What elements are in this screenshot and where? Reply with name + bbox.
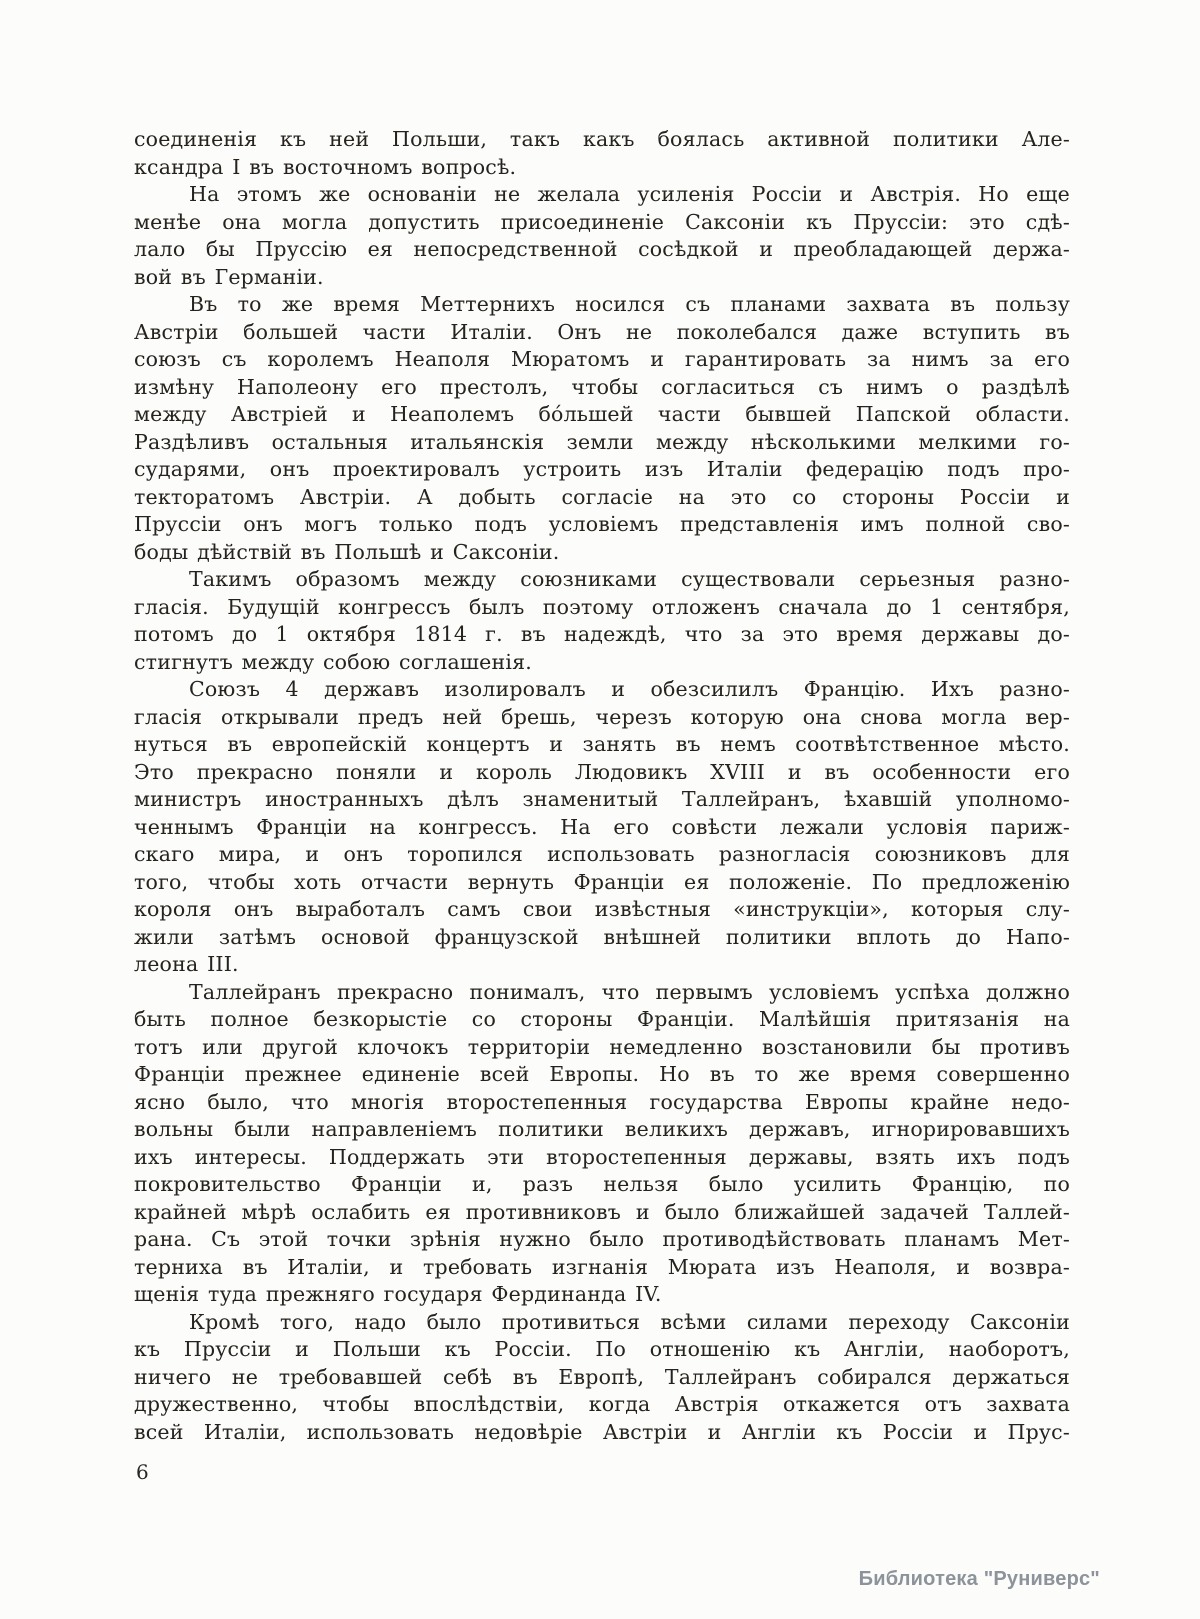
- text-line: терниха въ Италіи, и требовать изгнанія Мюрата изъ Неаполя, и возвра-: [134, 1254, 1070, 1279]
- text-line: всей Италіи, использовать недовѣріе Австріи и Англіи къ Россіи и Прус-: [134, 1419, 1070, 1444]
- text-line: Союзъ 4 державъ изолировалъ и обезсилилъ Францію. Ихъ разно-: [189, 677, 1070, 701]
- text-line: лало бы Пруссію ея непосредственной сосѣдкой и преобладающей держа-: [134, 237, 1070, 261]
- text-line: Таллейранъ прекрасно понималъ, что первымъ условіемъ успѣха должно: [189, 979, 1070, 1004]
- text-line: Такимъ образомъ между союзниками существовали серьезныя разно-: [189, 567, 1070, 591]
- text-line: ксандра I въ восточномъ вопросѣ.: [134, 154, 517, 179]
- text-line: соединенія къ ней Польши, такъ какъ боялась активной политики Але-: [134, 127, 1070, 151]
- library-watermark: Библиотека "Руниверс": [858, 1568, 1100, 1590]
- text-line: ясно было, что многія второстепенныя государства Европы крайне недо-: [134, 1089, 1070, 1114]
- text-line: текторатомъ Австріи. А добыть согласіе на это со стороны Россіи и: [134, 484, 1070, 509]
- text-line: ничего не требовавшей себѣ въ Европѣ, Таллейранъ собирался держаться: [134, 1364, 1070, 1389]
- text-column: [134, 126, 1070, 1446]
- text-line: менѣе она могла допустить присоединеніе Саксоніи къ Пруссіи: это сдѣ-: [134, 209, 1070, 234]
- text-line: нуться въ европейскій концертъ и занять въ немъ соотвѣтственное мѣсто.: [134, 732, 1070, 756]
- text-line: крайней мѣрѣ ослабить ея противниковъ и было ближайшей задачей Таллей-: [134, 1199, 1070, 1224]
- text-line: ихъ интересы. Поддержать эти второстепенныя державы, взять ихъ подъ: [134, 1144, 1070, 1169]
- text-line: гласія открывали предъ ней брешь, черезъ которую она снова могла вер-: [134, 704, 1070, 729]
- text-line: рана. Съ этой точки зрѣнія нужно было противодѣйствовать планамъ Мет-: [134, 1227, 1070, 1251]
- page-number: 6: [136, 1460, 149, 1484]
- text-line: Кромѣ того, надо было противиться всѣми силами переходу Саксоніи: [189, 1309, 1070, 1334]
- text-line: потомъ до 1 октября 1814 г. въ надеждѣ, что за это время державы до-: [134, 622, 1070, 646]
- text-line: Франціи прежнее единеніе всей Европы. Но въ то же время совершенно: [134, 1062, 1070, 1086]
- text-line: Раздѣливъ остальныя итальянскія земли между нѣсколькими мелкими го-: [134, 429, 1070, 454]
- text-line: Пруссіи онъ могъ только подъ условіемъ представленія имъ полной сво-: [134, 512, 1070, 536]
- text-line: министръ иностранныхъ дѣлъ знаменитый Таллейранъ, ѣхавшій уполномо-: [134, 787, 1070, 811]
- text-line: Въ то же время Меттернихъ носился съ планами захвата въ пользу: [189, 292, 1070, 316]
- text-line: союзъ съ королемъ Неаполя Мюратомъ и гарантировать за нимъ за его: [134, 347, 1070, 371]
- text-line: леона III.: [134, 952, 239, 976]
- text-line: ченнымъ Франціи на конгрессъ. На его совѣсти лежали условія париж-: [134, 814, 1070, 839]
- text-line: покровительство Франціи и, разъ нельзя было усилить Францію, по: [134, 1172, 1070, 1196]
- text-line: быть полное безкорыстіе со стороны Франціи. Малѣйшія притязанія на: [134, 1007, 1070, 1031]
- text-line: тотъ или другой клочокъ территоріи немедленно возстановили бы противъ: [134, 1034, 1070, 1059]
- text-line: измѣну Наполеону его престолъ, чтобы согласиться съ нимъ о раздѣлѣ: [134, 374, 1070, 399]
- text-line: Это прекрасно поняли и король Людовикъ XVIII и въ особенности его: [134, 759, 1070, 784]
- text-line: Австріи большей части Италіи. Онъ не поколебался даже вступить въ: [134, 319, 1070, 344]
- text-line: дружественно, чтобы впослѣдствіи, когда Австрія откажется отъ захвата: [134, 1392, 1070, 1416]
- text-line: между Австріей и Неаполемъ бо́льшей части бывшей Папской области.: [134, 402, 1070, 426]
- text-line: боды дѣйствій въ Польшѣ и Саксоніи.: [134, 539, 560, 564]
- text-line: сударями, онъ проектировалъ устроить изъ Италіи федерацію подъ про-: [134, 457, 1070, 481]
- text-line: вой въ Германіи.: [134, 264, 324, 289]
- text-line: На этомъ же основаніи не желала усиленія Россіи и Австрія. Но еще: [189, 182, 1070, 206]
- text-line: къ Пруссіи и Польши къ Россіи. По отношенію къ Англіи, наоборотъ,: [134, 1337, 1070, 1361]
- text-line: щенія туда прежняго государя Фердинанда IV.: [134, 1282, 662, 1306]
- text-line: того, чтобы хоть отчасти вернуть Франціи ея положеніе. По предложенію: [134, 869, 1070, 894]
- text-line: стигнутъ между собою соглашенія.: [134, 649, 532, 674]
- text-line: жили затѣмъ основой французской внѣшней политики вплоть до Напо-: [134, 924, 1070, 949]
- text-line: вольны были направленіемъ политики великихъ державъ, игнорировавшихъ: [134, 1117, 1070, 1141]
- text-line: короля онъ выработалъ самъ свои извѣстныя «инструкціи», которыя слу-: [134, 897, 1070, 921]
- text-line: скаго мира, и онъ торопился использовать разногласія союзниковъ для: [134, 842, 1070, 866]
- text-line: гласія. Будущій конгрессъ былъ поэтому отложенъ сначала до 1 сентября,: [134, 594, 1070, 619]
